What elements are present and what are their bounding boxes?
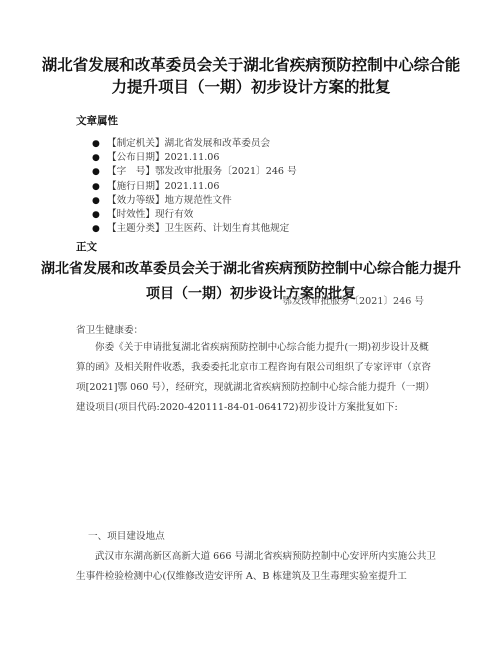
document-title: 湖北省发展和改革委员会关于湖北省疾病预防控制中心综合能力提升项目（一期）初步设计方案的批复 <box>41 261 461 302</box>
attribute-item: ● 【时效性】现行有效 <box>92 208 297 222</box>
bullet-icon: ● <box>92 195 100 206</box>
body-paragraph: 你委《关于申请批复湖北省疾病预防控制中心综合能力提升(一期)初步设计及概算的函》及相关附件收悉，我委委托北京市工程咨询有限公司组织了专家评审（京咨项[2021]鄂 060 号），经研究，现就湖北省疾病预防控制中心综合能力提升（一期）建设项目(项目代码:2020-420111-84-01-064172)初步设计方案批复如下: <box>76 342 435 413</box>
bullet-icon: ● <box>92 181 100 192</box>
attribute-item: ● 【主题分类】卫生医药、计划生育其他规定 <box>92 222 297 236</box>
attribute-item: ● 【字 号】鄂发改审批服务〔2021〕246 号 <box>92 165 297 179</box>
attribute-item: ● 【效力等级】地方规范性文件 <box>92 194 297 208</box>
bullet-icon: ● <box>92 139 100 149</box>
section-heading: 一、项目建设地点 <box>88 531 165 542</box>
attributes-heading: 文章属性 <box>76 115 118 127</box>
bullet-icon: ● <box>92 224 100 235</box>
attributes-list <box>92 137 297 236</box>
recipient: 省卫生健康委： <box>76 325 144 336</box>
body-heading: 正文 <box>76 241 97 253</box>
document-number: 鄂发改审批服务〔2021〕246 号 <box>282 296 424 307</box>
attribute-item: ● 【施行日期】2021.11.06 <box>92 180 297 194</box>
bullet-icon: ● <box>92 153 100 164</box>
bullet-icon: ● <box>92 167 100 178</box>
attribute-item: ● 【公布日期】2021.11.06 <box>92 151 297 165</box>
body-paragraph: 武汉市东湖高新区高新大道 666 号湖北省疾病预防控制中心安评所内实施公共卫生事件检验检测中心(仅维修改造安评所 A、B 栋建筑及卫生毒理实验室提升工 <box>76 551 437 582</box>
page-title: 湖北省发展和改革委员会关于湖北省疾病预防控制中心综合能力提升项目（一期）初步设计方案的批复 <box>41 56 461 96</box>
attribute-item: ● 【制定机关】湖北省发展和改革委员会 <box>92 137 297 151</box>
bullet-icon: ● <box>92 210 100 221</box>
